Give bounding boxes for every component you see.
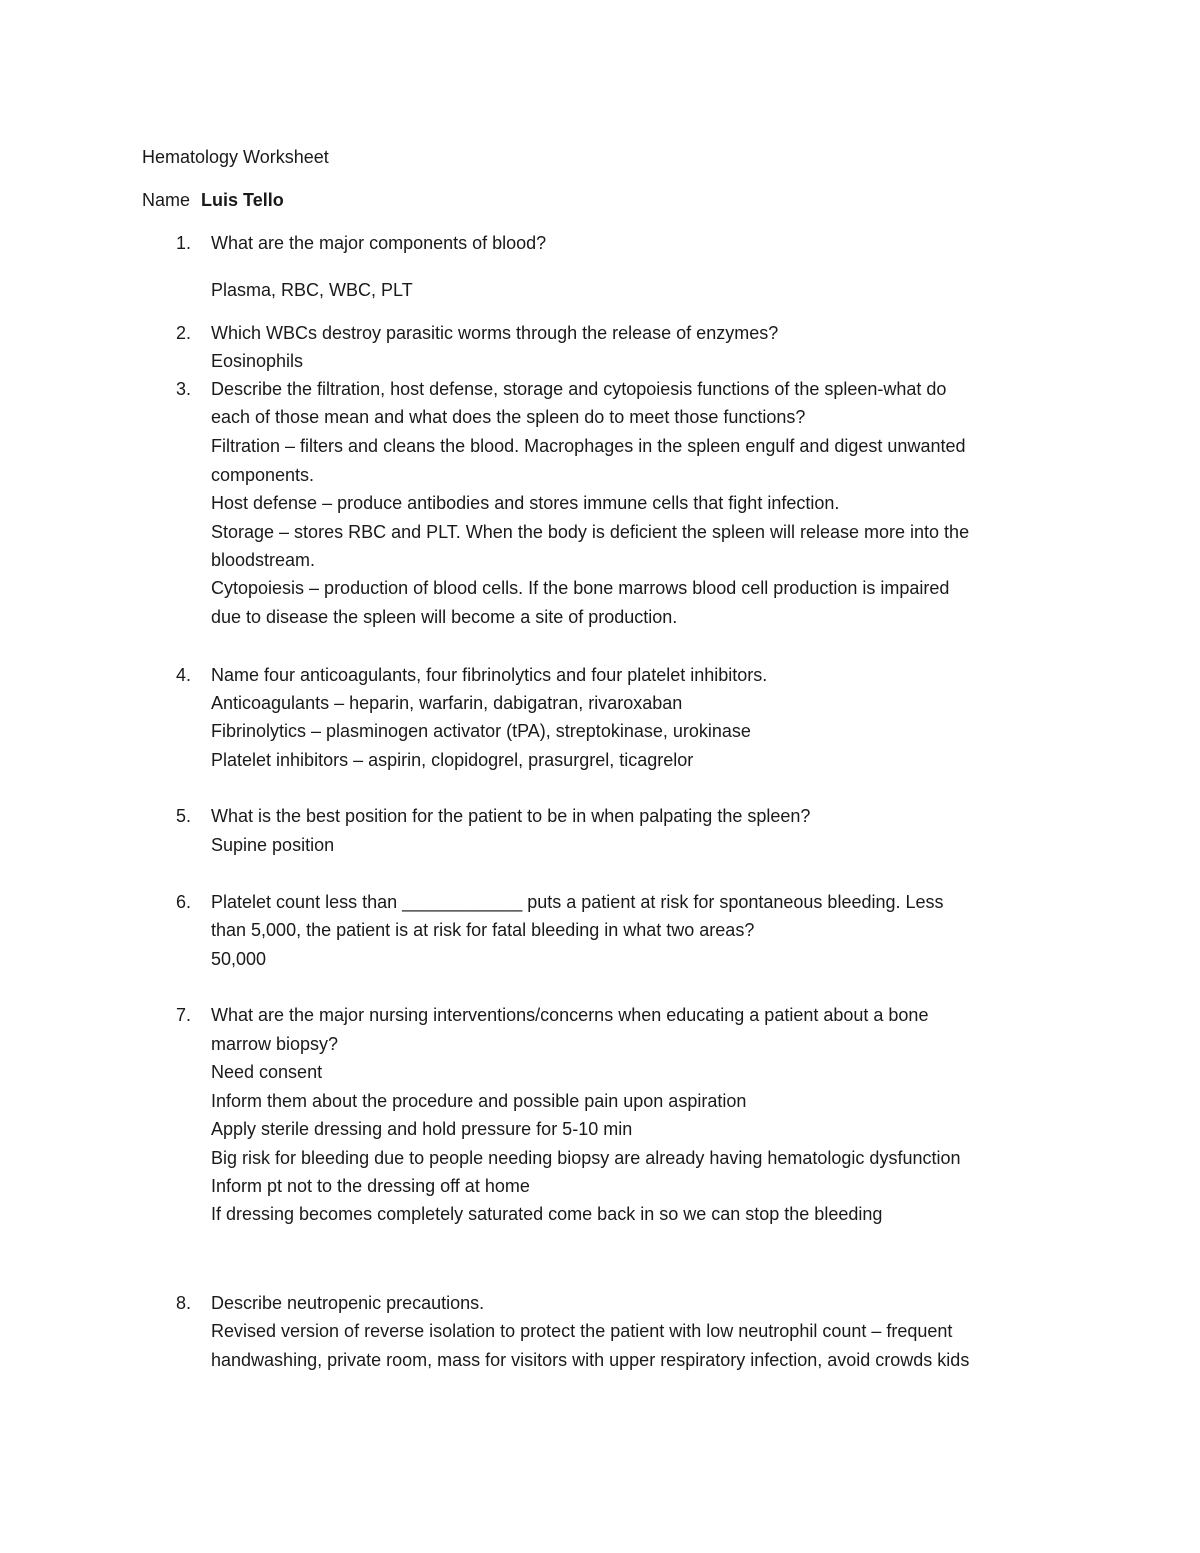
- answer-text: 50,000: [211, 949, 267, 969]
- answer-text: Filtration – filters and cleans the blood. Macrophages in the spleen engulf and digest unwanted: [211, 436, 966, 456]
- answer-text: components.: [211, 465, 315, 485]
- question-text: Name four anticoagulants, four fibrinolytics and four platelet inhibitors.: [211, 665, 768, 685]
- answer-text: If dressing becomes completely saturated come back in so we can stop the bleeding: [211, 1204, 883, 1224]
- answer-text: bloodstream.: [211, 550, 316, 570]
- question-number: 6.: [176, 892, 192, 912]
- answer-text: Storage – stores RBC and PLT. When the body is deficient the spleen will release more into the: [211, 522, 970, 542]
- answer-text: Eosinophils: [211, 351, 304, 371]
- answer-text: Host defense – produce antibodies and stores immune cells that fight infection.: [211, 493, 840, 513]
- answer-text: Plasma, RBC, WBC, PLT: [211, 280, 413, 300]
- answer-text: Fibrinolytics – plasminogen activator (tPA), streptokinase, urokinase: [211, 721, 751, 741]
- answer-text: Anticoagulants – heparin, warfarin, dabigatran, rivaroxaban: [211, 693, 683, 713]
- answer-text: Need consent: [211, 1062, 323, 1082]
- question-number: 2.: [176, 323, 192, 343]
- answer-text: Revised version of reverse isolation to protect the patient with low neutrophil count – frequent: [211, 1321, 953, 1341]
- question-number: 5.: [176, 806, 192, 826]
- answer-text: Cytopoiesis – production of blood cells. If the bone marrows blood cell production is impaired: [211, 578, 950, 598]
- answer-text: due to disease the spleen will become a site of production.: [211, 607, 678, 627]
- answer-text: Supine position: [211, 835, 335, 855]
- question-text: Describe neutropenic precautions.: [211, 1293, 485, 1313]
- question-number: 3.: [176, 379, 192, 399]
- name-value: Luis Tello: [201, 190, 284, 210]
- question-number: 1.: [176, 233, 192, 253]
- answer-text: Inform them about the procedure and possible pain upon aspiration: [211, 1091, 747, 1111]
- question-text: Which WBCs destroy parasitic worms through the release of enzymes?: [211, 323, 779, 343]
- answer-text: handwashing, private room, mass for visitors with upper respiratory infection, avoid crowds kids: [211, 1350, 970, 1370]
- name-label: Name: [142, 190, 191, 210]
- question-text: Platelet count less than ____________ puts a patient at risk for spontaneous bleeding. Less: [211, 892, 944, 912]
- question-text: What are the major nursing interventions/concerns when educating a patient about a bone: [211, 1005, 929, 1025]
- question-text: Describe the filtration, host defense, storage and cytopoiesis functions of the spleen-what do: [211, 379, 947, 399]
- question-text: marrow biopsy?: [211, 1034, 339, 1054]
- answer-text: Inform pt not to the dressing off at home: [211, 1176, 530, 1196]
- answer-text: Big risk for bleeding due to people needing biopsy are already having hematologic dysfunction: [211, 1148, 961, 1168]
- question-number: 4.: [176, 665, 192, 685]
- question-text: What are the major components of blood?: [211, 233, 547, 253]
- answer-text: Apply sterile dressing and hold pressure for 5-10 min: [211, 1119, 633, 1139]
- question-text: What is the best position for the patient to be in when palpating the spleen?: [211, 806, 811, 826]
- name-row: [142, 189, 284, 211]
- document-title: Hematology Worksheet: [142, 147, 329, 167]
- question-number: 8.: [176, 1293, 192, 1313]
- question-text: each of those mean and what does the spleen do to meet those functions?: [211, 407, 806, 427]
- question-number: 7.: [176, 1005, 192, 1025]
- answer-text: Platelet inhibitors – aspirin, clopidogrel, prasurgrel, ticagrelor: [211, 750, 694, 770]
- question-text: than 5,000, the patient is at risk for fatal bleeding in what two areas?: [211, 920, 755, 940]
